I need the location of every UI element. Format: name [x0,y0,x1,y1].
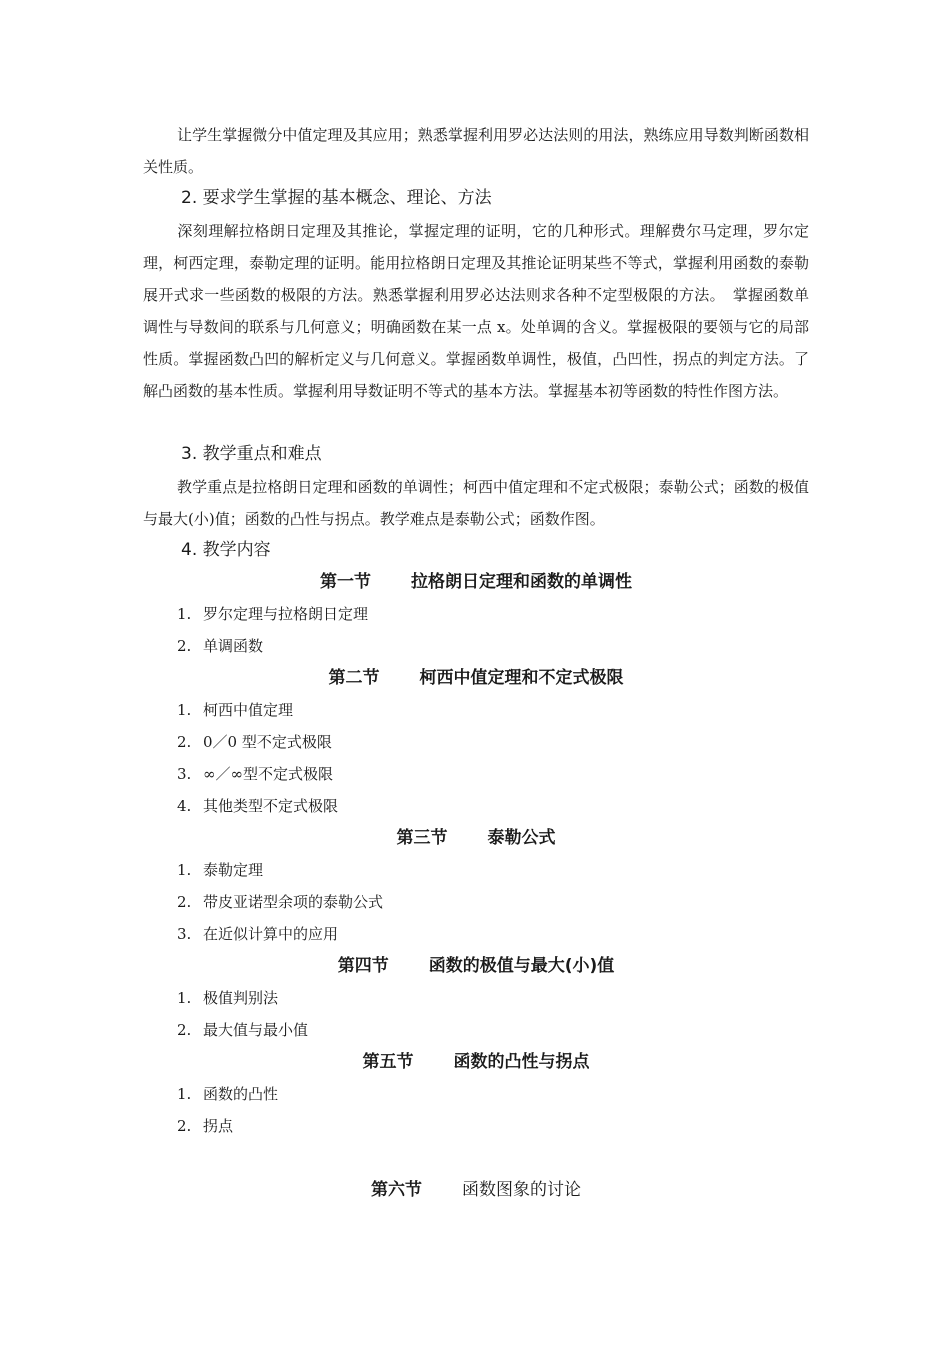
section-heading-6: 第六节 函数图象的讨论 [371,1180,581,1200]
section-heading-2: 第二节 柯西中值定理和不定式极限 [328,668,624,688]
heading-concepts: 2. 要求学生掌握的基本概念、理论、方法 [181,188,492,208]
focus-paragraph: 教学重点是拉格朗日定理和函数的单调性；柯西中值定理和不定式极限；泰勒公式；函数的极值与最大(小)值；函数的凸性与拐点。教学难点是泰勒公式；函数作图。 [143,478,809,528]
section-heading-1: 第一节 拉格朗日定理和函数的单调性 [320,572,632,592]
list-item: 1. 极值判别法 [177,989,279,1007]
list-item: 2. 拐点 [177,1117,234,1135]
section-heading-4: 第四节 函数的极值与最大(小)值 [337,956,615,976]
list-item: 2. 单调函数 [177,637,264,655]
list-item: 1. 罗尔定理与拉格朗日定理 [177,605,369,623]
list-item: 4. 其他类型不定式极限 [177,797,339,815]
list-item: 2. 0／0 型不定式极限 [177,733,332,751]
concepts-paragraph: 深刻理解拉格朗日定理及其推论，掌握定理的证明，它的几种形式。理解费尔马定理，罗尔定理，柯西定理，泰勒定理的证明。能用拉格朗日定理及其推论证明某些不等式，掌握利用函数的泰勒展开式求一些函数的极限的方法。熟悉掌握利用罗必达法则求各种不定型极限的方法。 掌握函数单调性与导数间的联系与几何意义；明确函数在某一点 x。处单调的含义。掌握极限的要领与它的局部性质。掌握函数凸凹的解析定义与几何意义。掌握函数单调性，极值，凸凹性，拐点的判定方法。了解凸函数的基本性质。掌握利用导数证明不等式的基本方法。掌握基本初等函数的特性作图方法。 [143,222,809,400]
list-item: 2. 带皮亚诺型余项的泰勒公式 [177,893,384,911]
heading-content: 4. 教学内容 [181,540,271,560]
list-item: 1. 柯西中值定理 [177,701,294,719]
list-item: 1. 函数的凸性 [177,1085,279,1103]
list-item: 1. 泰勒定理 [177,861,264,879]
list-item: 3. 在近似计算中的应用 [177,925,339,943]
list-item: 3. ∞／∞型不定式极限 [177,765,333,783]
intro-paragraph: 让学生掌握微分中值定理及其应用；熟悉掌握利用罗必达法则的用法，熟练应用导数判断函数相关性质。 [143,126,809,176]
heading-focus: 3. 教学重点和难点 [181,444,322,464]
section-heading-3: 第三节 泰勒公式 [396,828,556,848]
section-heading-5: 第五节 函数的凸性与拐点 [362,1052,590,1072]
list-item: 2. 最大值与最小值 [177,1021,309,1039]
